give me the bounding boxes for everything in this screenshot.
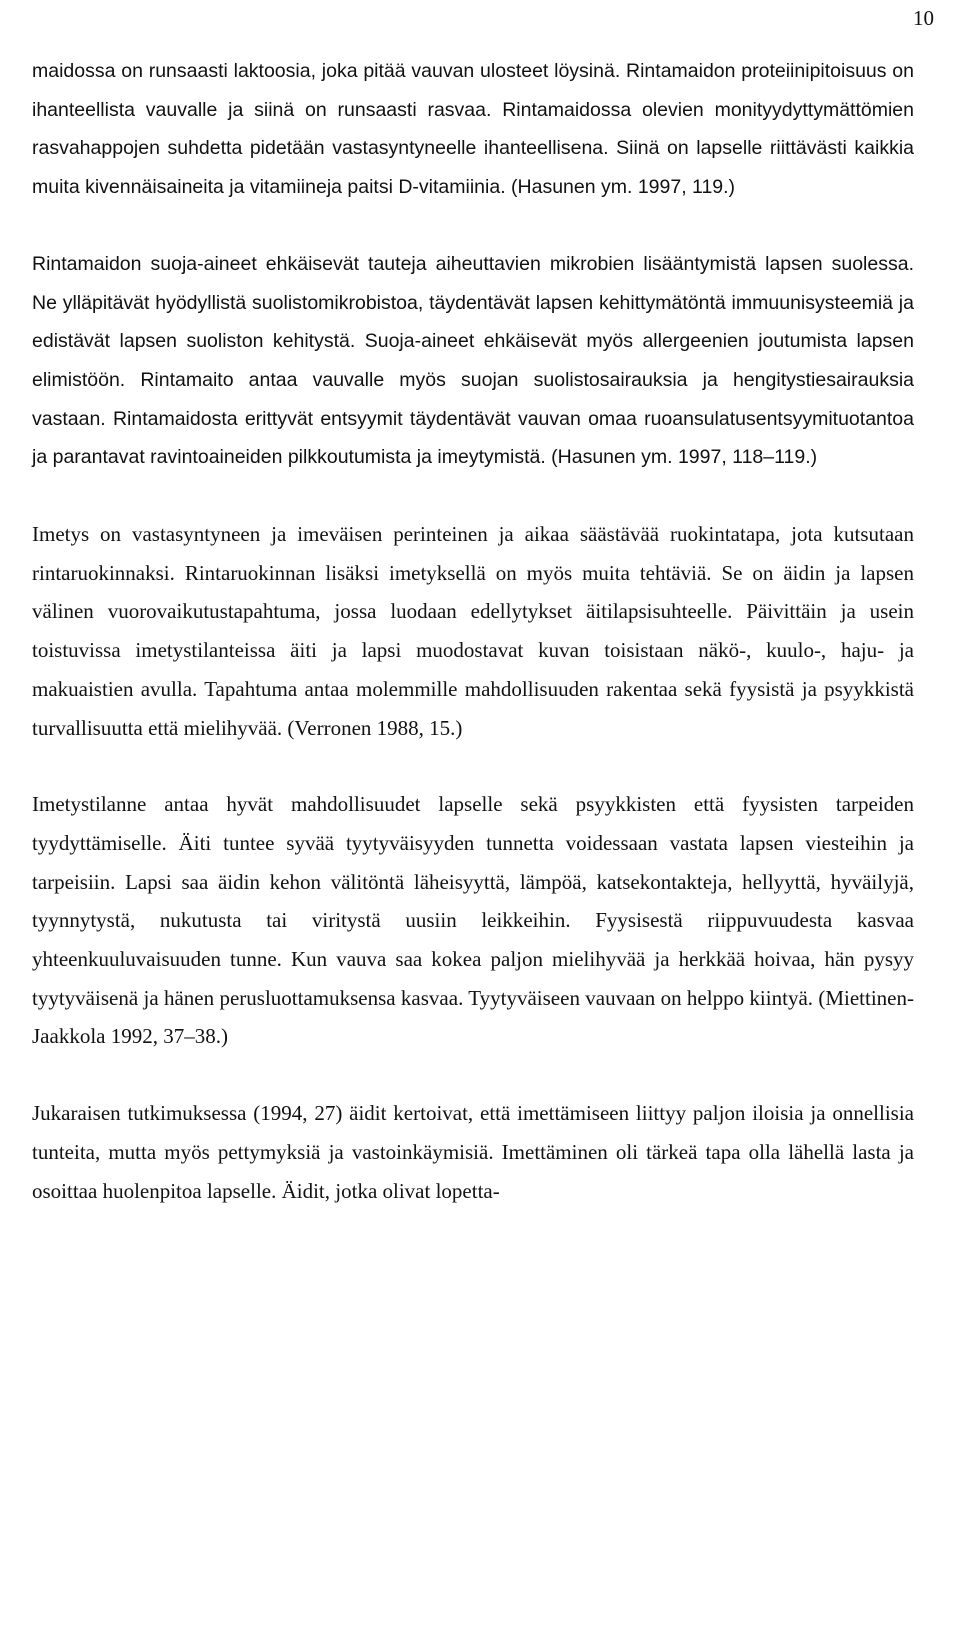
paragraph-spacer [32,747,914,785]
document-body [32,52,914,1210]
paragraph-spacer [32,477,914,515]
paragraph-spacer [32,1056,914,1094]
paragraph-breastfeeding-interaction: Imetys on vastasyntyneen ja imeväisen perinteinen ja aikaa säästävää ruokintatapa, jota kutsutaan rintaruokinnaksi. Rintaruokinnan lisäksi imetyksellä on myös muita tehtäviä. Se on äidin ja lapsen välinen vuorovaikutustapahtuma, jossa luodaan edellytykset äitilapsisuhteelle. Päivittäin ja usein toistuvissa imetystilanteissa äiti ja lapsi muodostavat kuvan toisistaan näkö-, kuulo-, haju- ja makuaistien avulla. Tapahtuma antaa molemmille mahdollisuuden rakentaa sekä fyysistä ja psyykkistä turvallisuutta että mielihyvää. (Verronen 1988, 15.) [32,522,914,740]
paragraph-breastmilk-composition: maidossa on runsaasti laktoosia, joka pitää vauvan ulosteet löysinä. Rintamaidon proteiinipitoisuus on ihanteellista vauvalle ja siinä on runsaasti rasvaa. Rintamaidossa olevien monityydyttymättömien rasvahappojen suhdetta pidetään vastasyntyneelle ihanteellisena. Siinä on lapselle riittävästi kaikkia muita kivennäisaineita ja vitamiineja paitsi D-vitamiinia. (Hasunen ym. 1997, 119.) [32,60,914,199]
page-number: 10 [913,6,934,30]
paragraph-breastfeeding-needs: Imetystilanne antaa hyvät mahdollisuudet lapselle sekä psyykkisten että fyysisten tarpeiden tyydyttämiselle. Äiti tuntee syvää tyytyväisyyden tunnetta voidessaan vastata lapsen viesteihin ja tarpeisiin. Lapsi saa äidin kehon välitöntä läheisyyttä, lämpöä, katsekontakteja, hellyyttä, hyväilyjä, tyynnytystä, nukutusta tai viritystä uusiin leikkeihin. Fyysisestä riippuvuudesta kasvaa yhteenkuuluvaisuuden tunne. Kun vauva saa kokea paljon mielihyvää ja herkkää hoivaa, hän pysyy tyytyväisenä ja hänen perusluottamuksensa kasvaa. Tyytyväiseen vauvaan on helppo kiintyä. (Miettinen-Jaakkola 1992, 37–38.) [32,792,914,1049]
paragraph-jukarainen-study: Jukaraisen tutkimuksessa (1994, 27) äidit kertoivat, että imettämiseen liittyy paljon iloisia ja onnellisia tunteita, mutta myös pettymyksiä ja vastoinkäymisiä. Imettäminen oli tärkeä tapa olla lähellä lasta ja osoittaa huolenpitoa lapselle. Äidit, jotka olivat lopetta- [32,1101,914,1203]
paragraph-spacer [32,207,914,245]
paragraph-protective-substances: Rintamaidon suoja-aineet ehkäisevät tauteja aiheuttavien mikrobien lisääntymistä lapsen suolessa. Ne ylläpitävät hyödyllistä suolistomikrobistoa, täydentävät lapsen kehittymätöntä immuunisysteemiä ja edistävät lapsen suoliston kehitystä. Suoja-aineet ehkäisevät myös allergeenien joutumista lapsen elimistöön. Rintamaito antaa vauvalle myös suojan suolistosairauksia ja hengitystiesairauksia vastaan. Rintamaidosta erittyvät entsyymit täydentävät vauvan omaa ruoansulatusentsyymituotantoa ja parantavat ravintoaineiden pilkkoutumista ja imeytymistä. (Hasunen ym. 1997, 118–119.) [32,252,914,469]
